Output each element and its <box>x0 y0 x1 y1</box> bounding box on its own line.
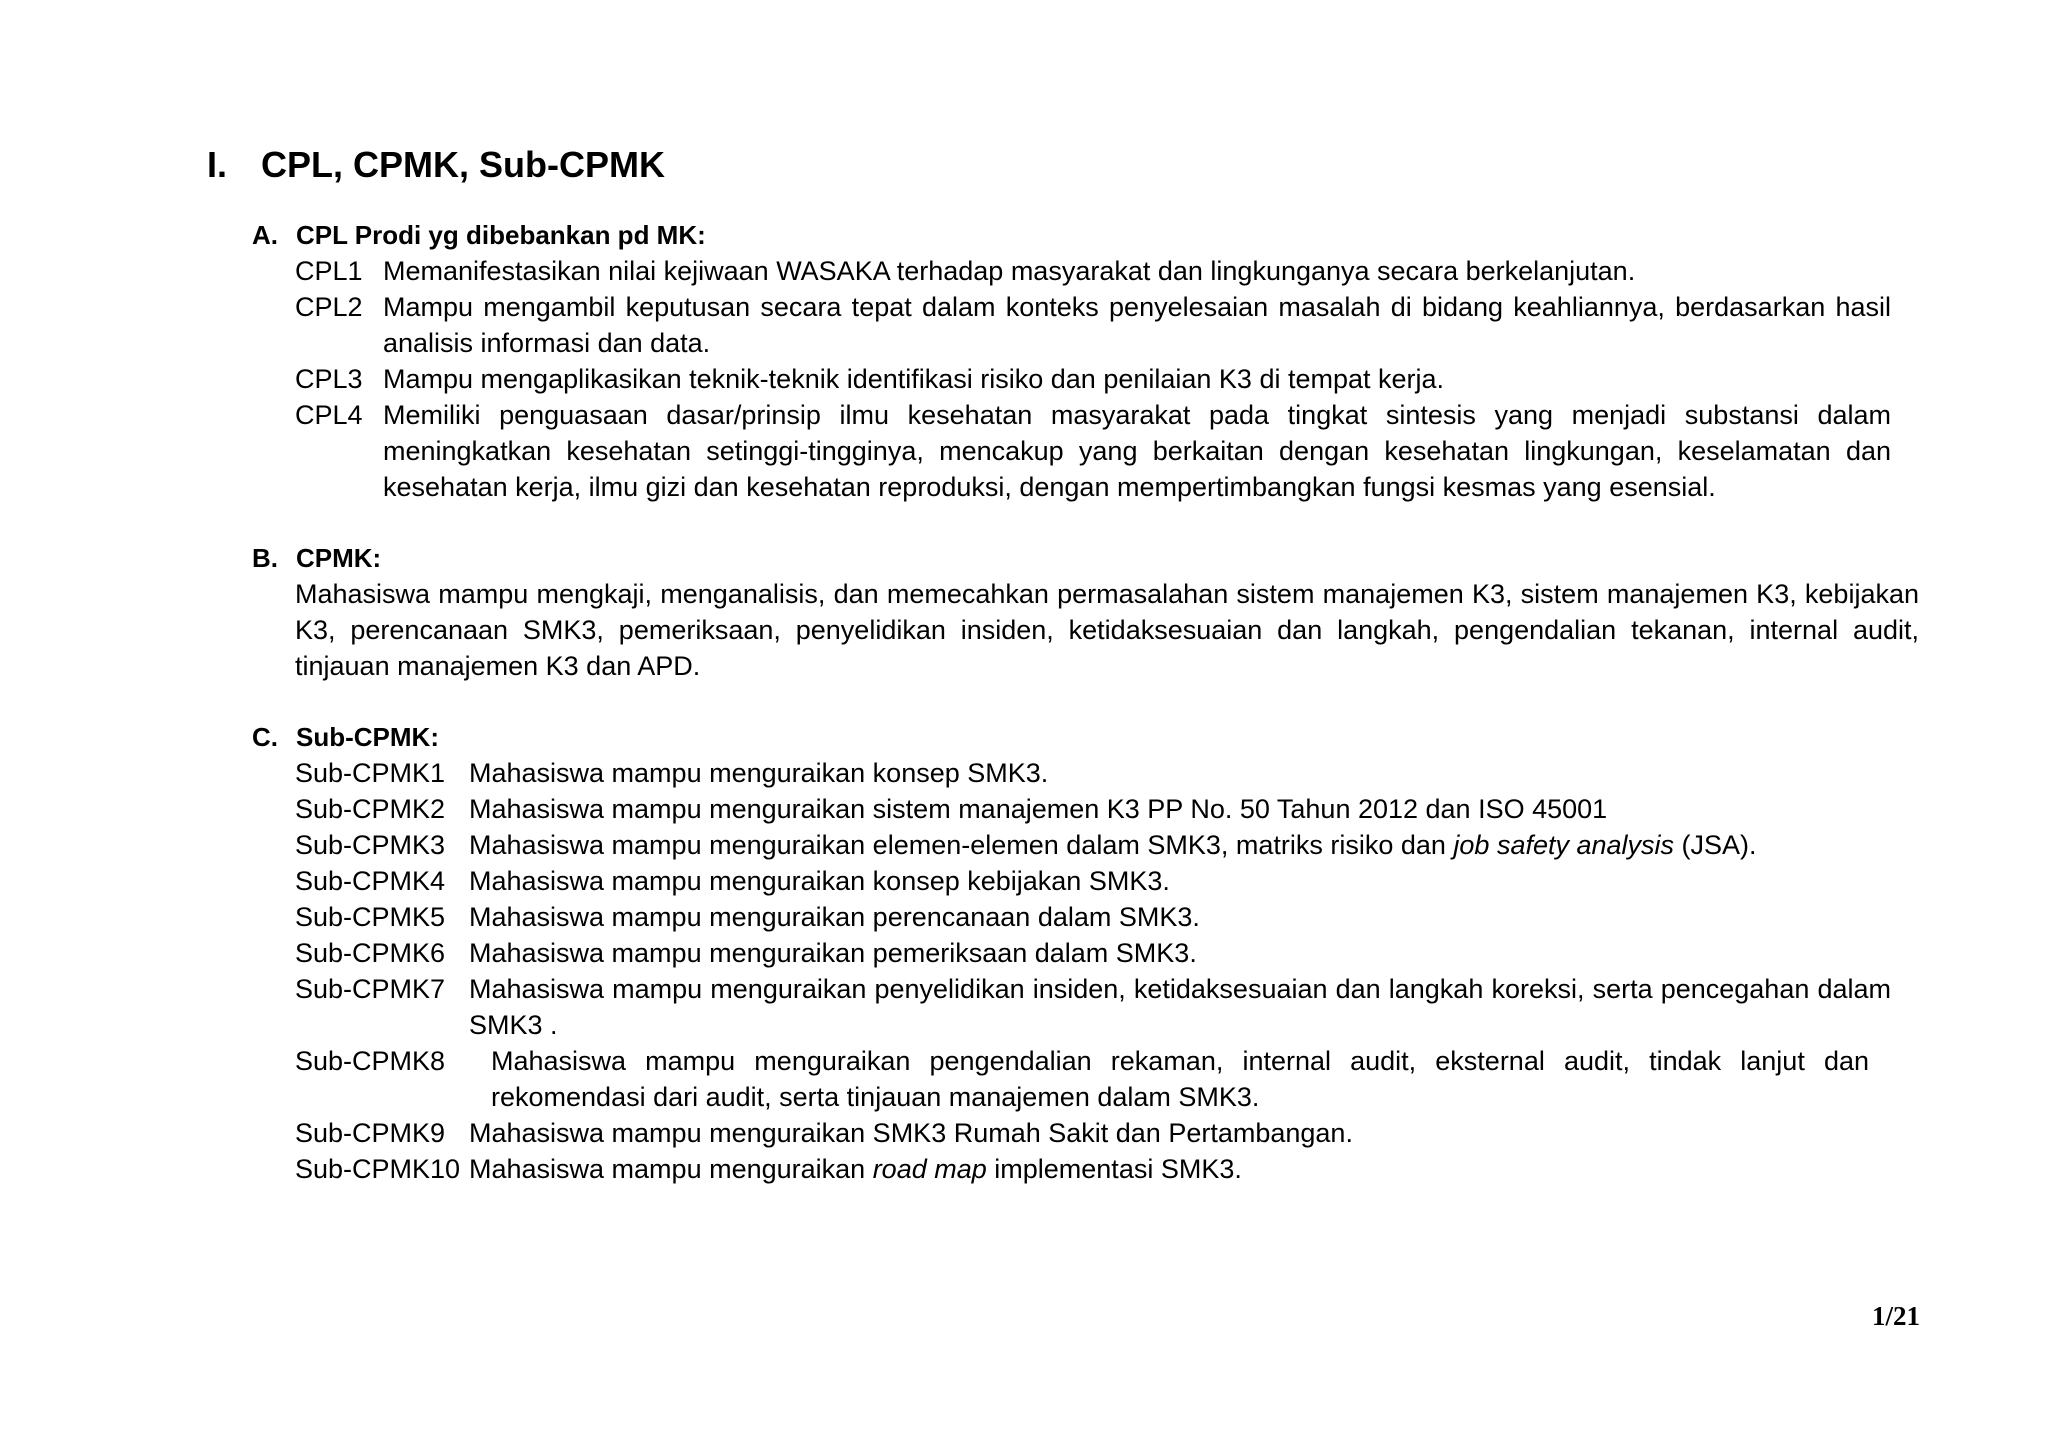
cpl-code: CPL4 <box>295 400 363 430</box>
sub-cpmk-item <box>295 935 1891 971</box>
sub-cpmk-text <box>469 827 1891 863</box>
sub-cpmk-code: Sub-CPMK7 <box>295 974 446 1004</box>
sub-cpmk-code: Sub-CPMK6 <box>295 938 446 968</box>
cpl-item <box>295 289 1891 361</box>
sub-cpmk-text: Mahasiswa mampu menguraikan perencanaan dalam SMK3. <box>469 902 1200 932</box>
section-c-title: Sub-CPMK: <box>296 722 439 752</box>
sub-cpmk-list <box>295 755 1891 1187</box>
heading-number: I. <box>207 144 228 185</box>
sub-cpmk-item <box>295 863 1891 899</box>
section-c-heading <box>252 719 439 755</box>
cpl-text: Mampu mengaplikasikan teknik-teknik identifikasi risiko dan penilaian K3 di tempat kerja. <box>383 364 1445 394</box>
sub-cpmk-code: Sub-CPMK3 <box>295 830 446 860</box>
sub-cpmk-text-italic: road map <box>872 1154 987 1184</box>
cpl-item <box>295 397 1891 505</box>
sub-cpmk-item <box>295 1151 1891 1187</box>
sub-cpmk-text: Mahasiswa mampu menguraikan konsep kebijakan SMK3. <box>469 866 1170 896</box>
cpl-item <box>295 253 1891 289</box>
sub-cpmk-text: Mahasiswa mampu menguraikan pemeriksaan dalam SMK3. <box>469 938 1197 968</box>
cpl-code: CPL1 <box>295 256 363 286</box>
section-b-letter: B. <box>252 543 278 573</box>
section-a-heading <box>252 217 706 253</box>
section-a-letter: A. <box>252 220 278 250</box>
page-title <box>207 140 665 190</box>
sub-cpmk-code: Sub-CPMK9 <box>295 1118 446 1148</box>
cpl-list <box>295 253 1891 505</box>
sub-cpmk-text: Mahasiswa mampu menguraikan sistem manajemen K3 PP No. 50 Tahun 2012 dan ISO 45001 <box>469 794 1608 824</box>
page-number: 1/21 <box>1871 1301 1920 1331</box>
section-b-heading <box>252 540 381 576</box>
cpl-text: Mampu mengambil keputusan secara tepat dalam konteks penyelesaian masalah di bidang keahliannya, berdasarkan hasil analisis informasi dan data. <box>383 292 1891 358</box>
sub-cpmk-text <box>469 1151 1891 1187</box>
section-c-letter: C. <box>252 722 278 752</box>
sub-cpmk-text-part: Mahasiswa mampu menguraikan <box>469 1154 873 1184</box>
section-a-title: CPL Prodi yg dibebankan pd MK: <box>296 220 706 250</box>
sub-cpmk-item <box>295 1043 1891 1115</box>
sub-cpmk-code: Sub-CPMK4 <box>295 866 446 896</box>
sub-cpmk-item <box>295 755 1891 791</box>
cpl-code: CPL3 <box>295 364 363 394</box>
cpl-item <box>295 361 1891 397</box>
sub-cpmk-text-part: (JSA). <box>1674 830 1757 860</box>
sub-cpmk-text: Mahasiswa mampu menguraikan konsep SMK3. <box>469 758 1049 788</box>
sub-cpmk-item <box>295 791 1891 827</box>
sub-cpmk-code: Sub-CPMK5 <box>295 902 446 932</box>
sub-cpmk-code: Sub-CPMK8 <box>295 1046 446 1076</box>
sub-cpmk-text-part: implementasi SMK3. <box>986 1154 1242 1184</box>
section-b-title: CPMK: <box>296 543 382 573</box>
sub-cpmk-item <box>295 899 1891 935</box>
sub-cpmk-item <box>295 1115 1891 1151</box>
cpl-code: CPL2 <box>295 292 363 322</box>
cpmk-paragraph: Mahasiswa mampu mengkaji, menganalisis, dan memecahkan permasalahan sistem manajemen K3, sistem manajemen K3, kebijakan K3, perencanaan SMK3, pemeriksaan, penyelidikan insiden, ketidaksesuaian dan langkah, pengendalian tekanan, internal audit, tinjauan manajemen K3 dan APD. <box>295 579 1919 681</box>
sub-cpmk-text-part: Mahasiswa mampu menguraikan elemen-elemen dalam SMK3, matriks risiko dan <box>469 830 1454 860</box>
sub-cpmk-code: Sub-CPMK1 <box>295 758 446 788</box>
cpl-text: Memanifestasikan nilai kejiwaan WASAKA terhadap masyarakat dan lingkunganya secara berkelanjutan. <box>383 256 1636 286</box>
heading-title: CPL, CPMK, Sub-CPMK <box>261 144 665 185</box>
sub-cpmk-item <box>295 971 1891 1043</box>
sub-cpmk-text: Mahasiswa mampu menguraikan pengendalian rekaman, internal audit, eksternal audit, tindak lanjut dan rekomendasi dari audit, serta tinjauan manajemen dalam SMK3. <box>491 1046 1869 1112</box>
sub-cpmk-text: Mahasiswa mampu menguraikan SMK3 Rumah Sakit dan Pertambangan. <box>469 1118 1353 1148</box>
sub-cpmk-text-italic: job safety analysis <box>1453 830 1675 860</box>
sub-cpmk-code: Sub-CPMK10 <box>295 1154 461 1184</box>
cpl-text: Memiliki penguasaan dasar/prinsip ilmu kesehatan masyarakat pada tingkat sintesis yang menjadi substansi dalam meningkatkan kesehatan setinggi-tingginya, mencakup yang berkaitan dengan kesehatan lingkungan, keselamatan dan kesehatan kerja, ilmu gizi dan kesehatan reproduksi, dengan mempertimbangkan fungsi kesmas yang esensial. <box>383 400 1891 502</box>
sub-cpmk-code: Sub-CPMK2 <box>295 794 446 824</box>
sub-cpmk-text: Mahasiswa mampu menguraikan penyelidikan insiden, ketidaksesuaian dan langkah koreksi, serta pencegahan dalam SMK3 . <box>469 974 1891 1040</box>
sub-cpmk-item <box>295 827 1891 863</box>
